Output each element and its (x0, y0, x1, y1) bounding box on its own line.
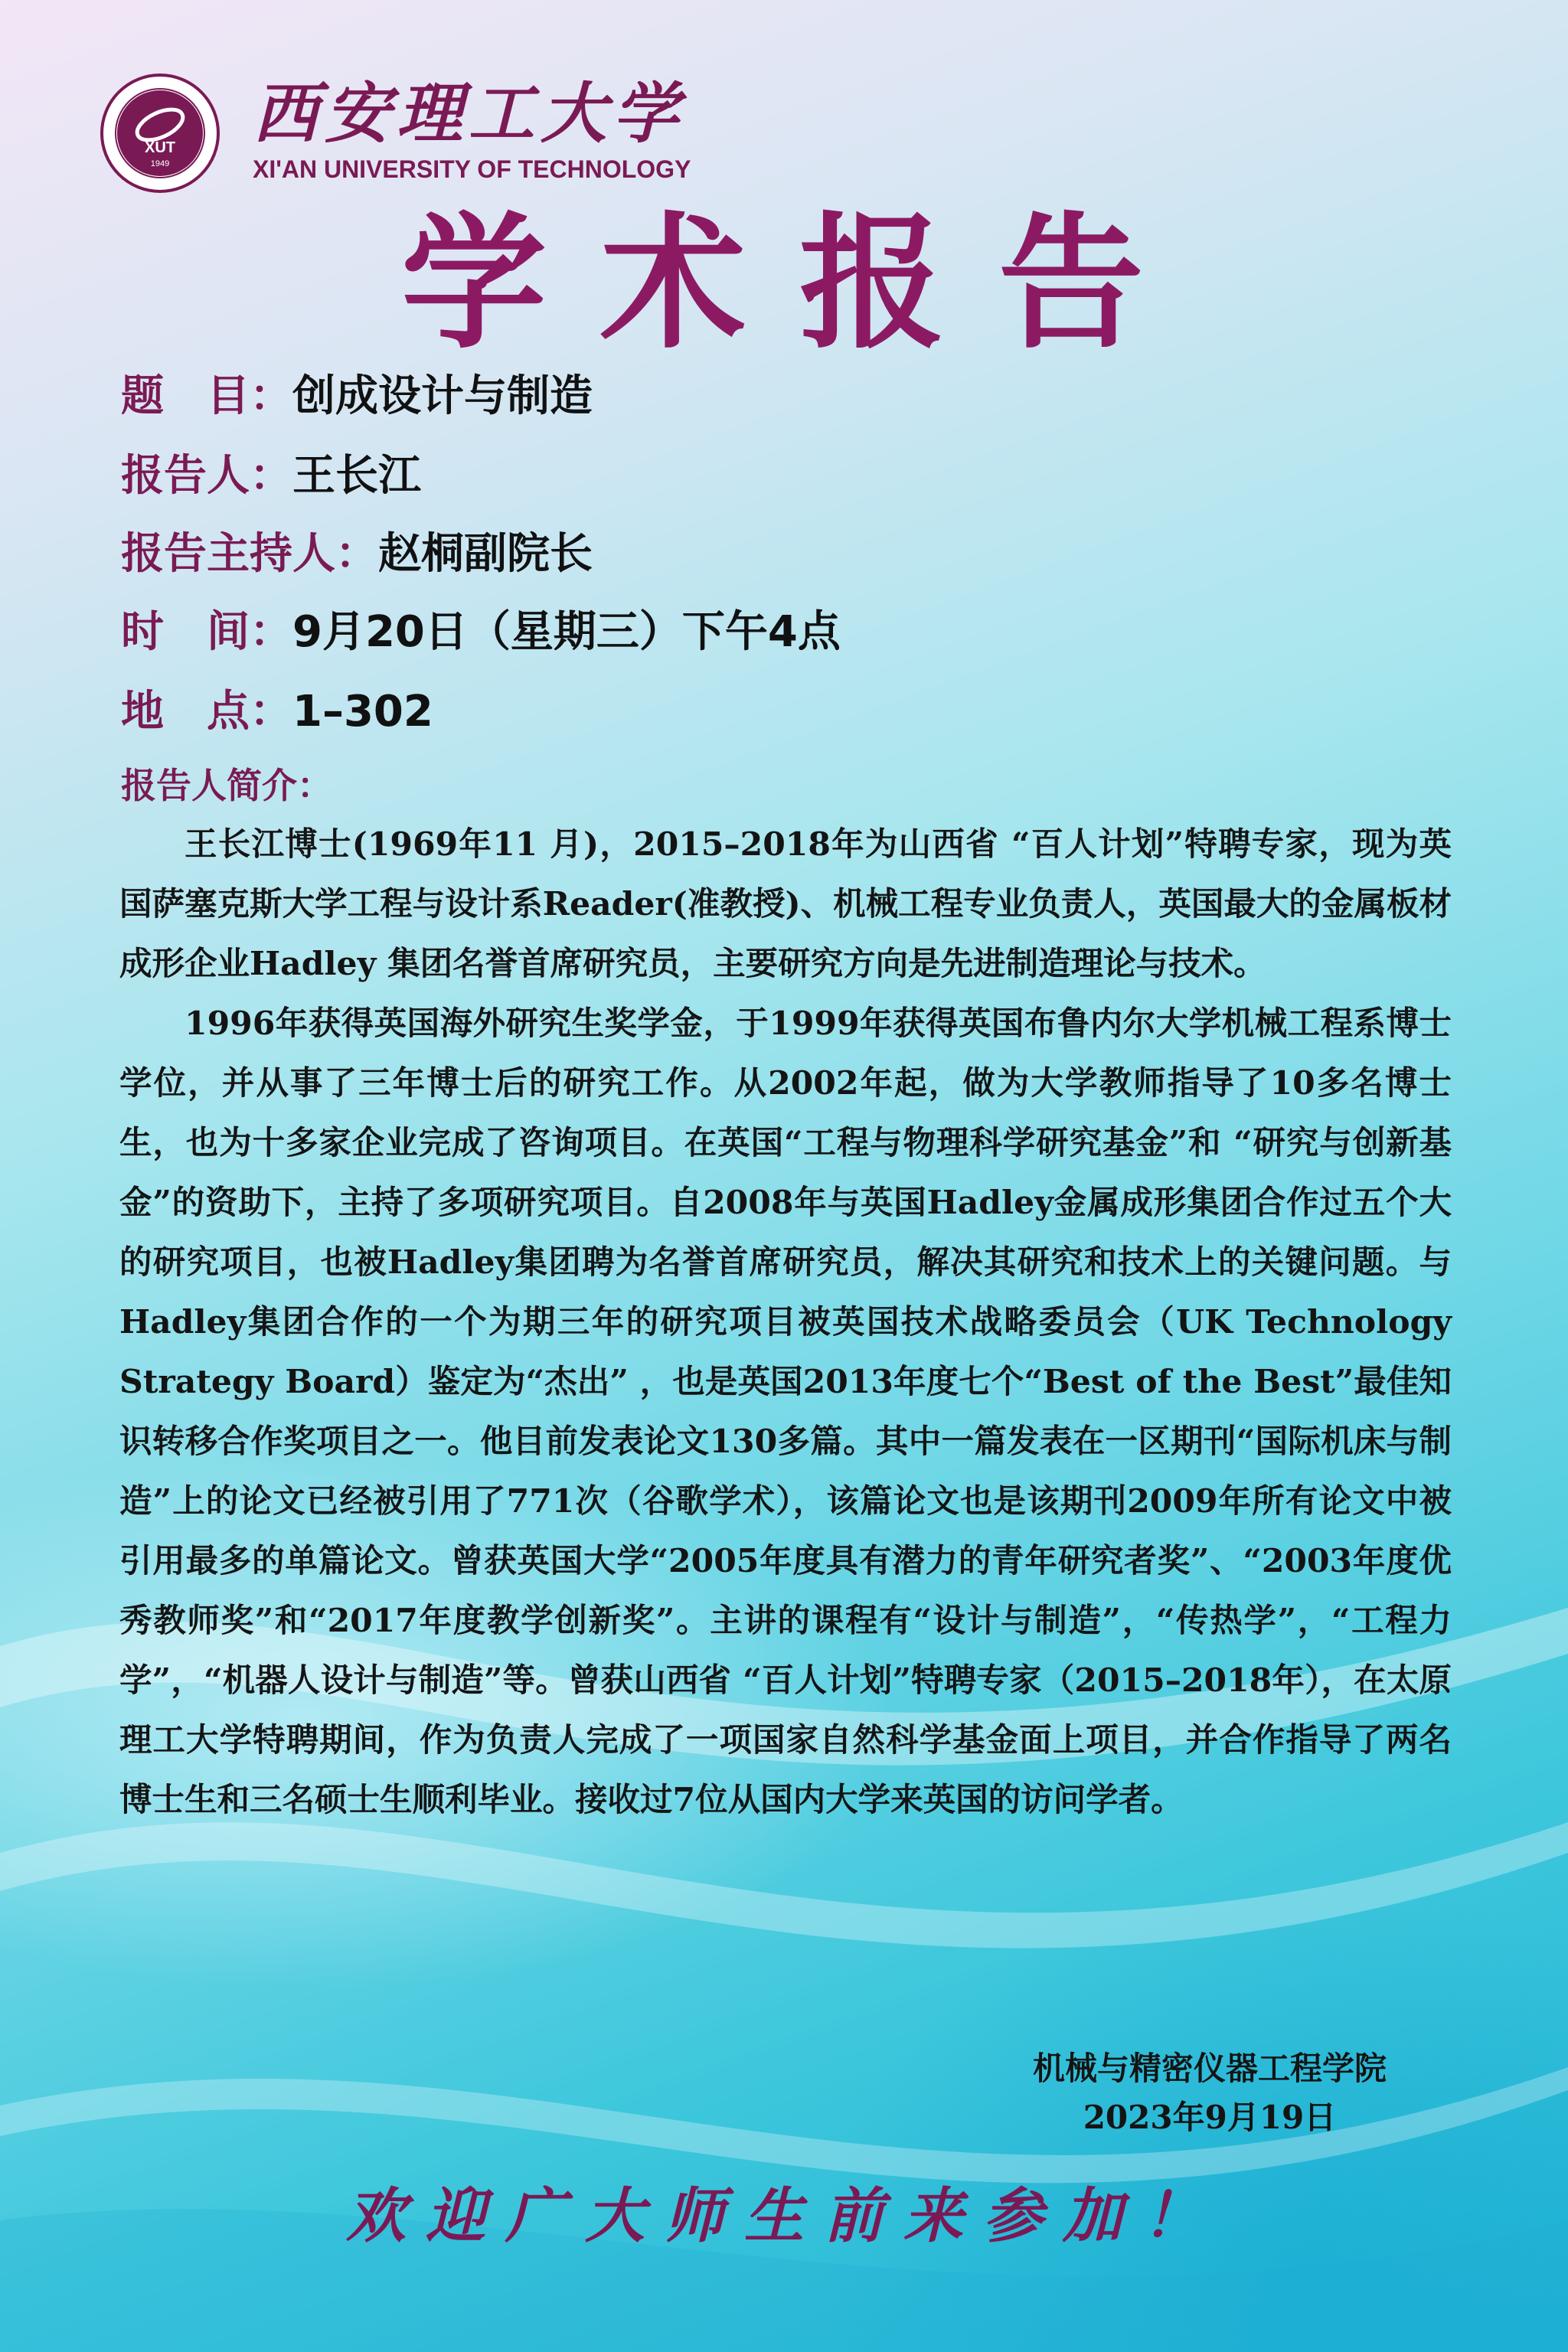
logo-text: XUT (145, 139, 175, 156)
logo-year: 1949 (150, 159, 170, 168)
topic-value: 创成设计与制造 (292, 371, 593, 421)
university-name-cn: 西安理工大学 (253, 75, 684, 152)
university-name-en: XI'AN UNIVERSITY OF TECHNOLOGY (253, 155, 691, 183)
time-row (121, 605, 841, 660)
speaker-row (121, 449, 421, 504)
page-title: 学术报告 (400, 198, 1197, 368)
intro-paragraph: 王长江博士(1969年11 月)，2015–2018年为山西省 “百人计划”特聘专家，现为英国萨塞克斯大学工程与设计系Reader(准教授)、机械工程专业负责人，英国最大的金属板材成形企业Hadley 集团名誉首席研究员，主要研究方向是先进制造理论与技术。 (119, 825, 1452, 983)
intro-paragraph: 1996年获得英国海外研究生奖学金，于1999年获得英国布鲁内尔大学机械工程系博士学位，并从事了三年博士后的研究工作。从2002年起，做为大学教师指导了10多名博士生，也为十多家企业完成了咨询项目。在英国“工程与物理科学研究基金”和 “研究与创新基金”的资助下，主持了多项研究项目。自2008年与英国Hadley金属成形集团合作过五个大的研究项目，也被Hadley集团聘为名誉首席研究员，解决其研究和技术上的关键问题。与Hadley集团合作的一个为期三年的研究项目被英国技术战略委员会（UK Technology Strategy Board）鉴定为“杰出” ，也是英国2013年度七个“Best of the Best”最佳知识转移合作奖项目之一。他目前发表论文130多篇。其中一篇发表在一区期刊“国际机床与制造”上的论文已经被引用了771次（谷歌学术），该篇论文也是该期刊2009年所有论文中被引用最多的单篇论文。曾获英国大学“2005年度具有潜力的青年研究者奖”、“2003年度优秀教师奖”和“2017年度教学创新奖”。主讲的课程有“设计与制造”，“传热学”，“工程力学”，“机器人设计与制造”等。曾获山西省 “百人计划”特聘专家（2015–2018年），在太原理工大学特聘期间，作为负责人完成了一项国家自然科学基金面上项目，并合作指导了两名博士生和三名硕士生顺利毕业。接收过7位从国内大学来英国的访问学者。 (119, 1004, 1452, 1819)
topic-label: 题 目： (121, 371, 292, 421)
issue-date: 2023年9月19日 (1083, 2099, 1337, 2136)
place-row (121, 684, 433, 740)
time-value: 9月20日（星期三）下午4点 (292, 607, 841, 657)
place-label: 地 点： (121, 687, 292, 737)
speaker-intro-heading: 报告人简介： (121, 765, 332, 806)
speaker-intro-body (119, 815, 1452, 1830)
speaker-label: 报告人： (121, 451, 292, 501)
topic-row (121, 369, 593, 424)
host-value: 赵桐副院长 (378, 529, 593, 579)
host-row (121, 527, 593, 582)
speaker-value: 王长江 (292, 451, 421, 501)
place-value: 1–302 (292, 687, 433, 737)
time-label: 时 间： (121, 607, 292, 657)
department-name: 机械与精密仪器工程学院 (1032, 2050, 1387, 2087)
welcome-slogan: 欢迎广大师生前来参加！ (345, 2181, 1222, 2251)
host-label: 报告主持人： (121, 529, 378, 579)
signature-block (995, 2044, 1424, 2142)
university-logo (100, 73, 220, 194)
university-header (100, 73, 865, 203)
